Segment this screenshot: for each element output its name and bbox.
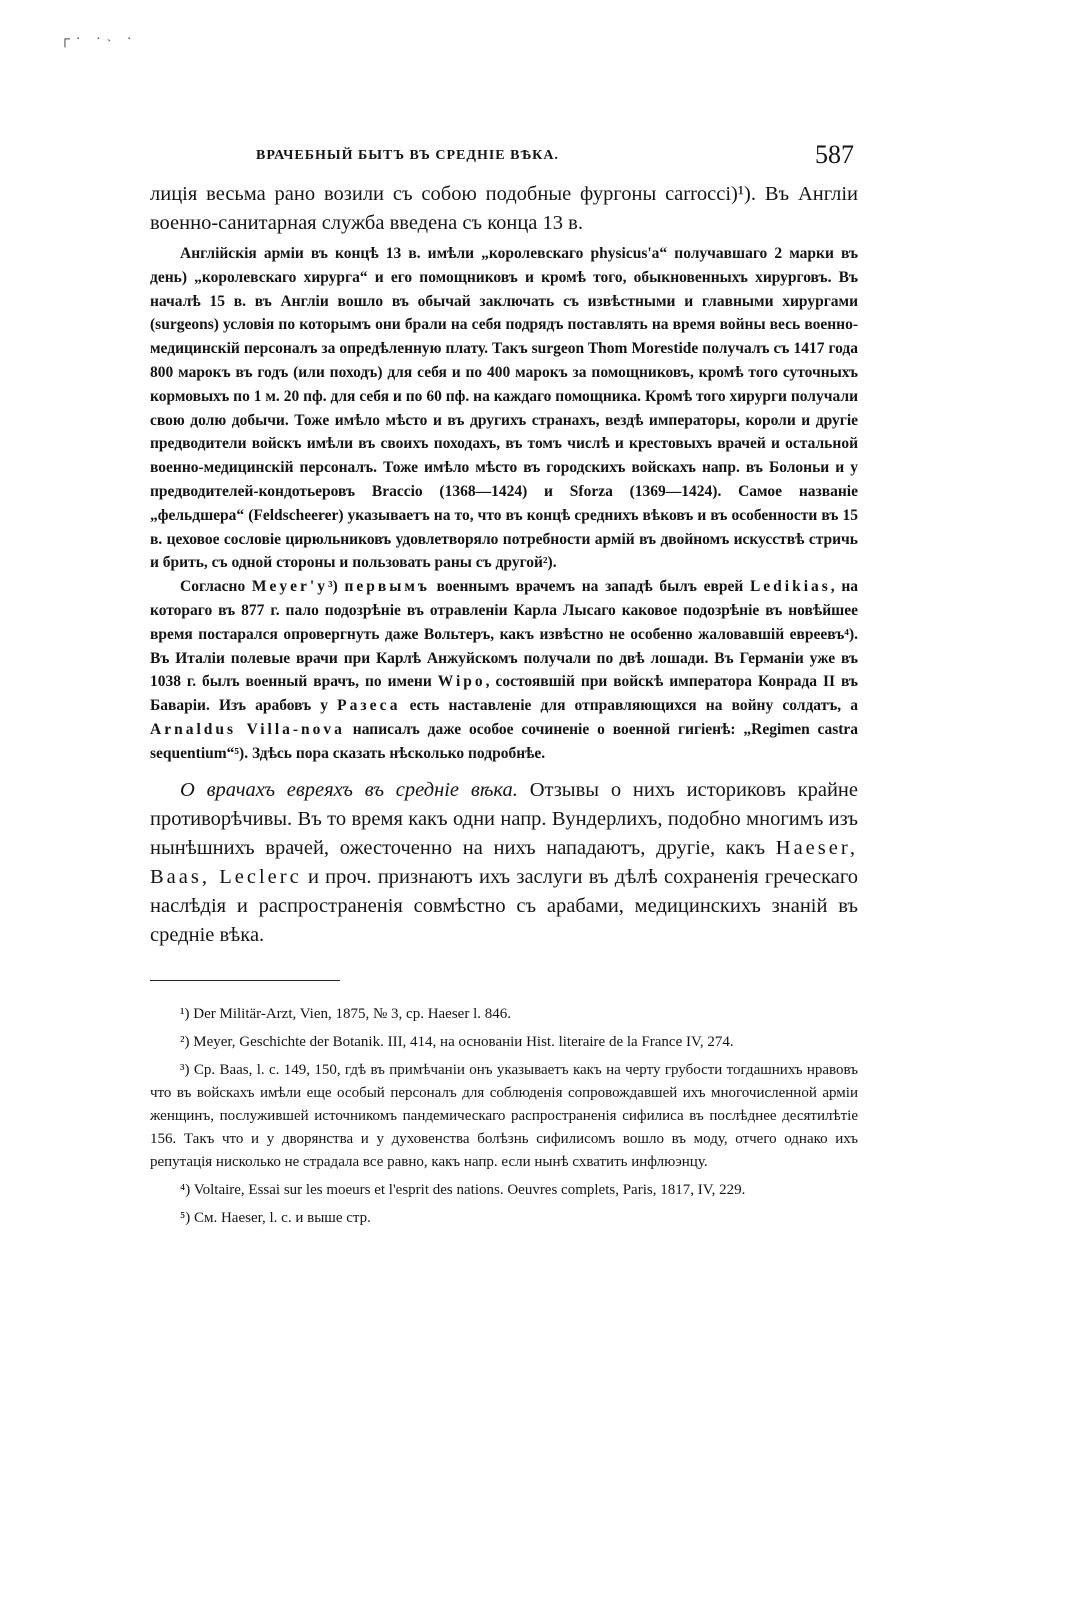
paragraph-intro: лиція весьма рано возили съ собою подобные фургоны carrocci)¹). Въ Англіи военно-санитарная служба введена съ конца 13 в. (150, 183, 858, 234)
scan-artifact: ┌· ·˴ · (60, 32, 138, 47)
page-number: 587 (815, 140, 854, 169)
text-run: и проч. признаютъ ихъ заслуги въ дѣлѣ сохраненія греческаго наслѣдія и распространенія совмѣстно съ арабами, медицинскихъ знаній въ средніе вѣка. (150, 865, 858, 946)
paragraph-jewish-physicians (150, 776, 858, 950)
footnote-1: ¹) Der Militär-Arzt, Vien, 1875, № 3, cp. Haeser l. 846. (180, 1005, 511, 1022)
footnote-rule (150, 980, 340, 981)
footnote-ref: ³) (327, 578, 338, 596)
text-run: Согласно (180, 578, 246, 596)
name-wipo: Wipo (437, 673, 486, 691)
running-title: ВРАЧЕБНЫЙ БЫТЪ ВЪ СРЕДНІЕ ВѢКА. (256, 148, 559, 163)
name-ledikias: Ledikias (749, 578, 831, 596)
footnotes (150, 1003, 858, 1230)
author-name-meyer: Meyer'y (251, 578, 328, 596)
author-names: Haeser, Baas, Leclerc (150, 836, 858, 888)
name-razes: Разеса (337, 697, 401, 715)
text-run: Отзывы о нихъ историковъ крайне противорѣчивы. Въ то время какъ одни напр. Вундерлихъ, подобно многимъ изъ нынѣшнихъ врачей, ожесточенно на нихъ нападаютъ, другіе, какъ (150, 778, 859, 859)
paragraph-meyer (150, 575, 858, 765)
footnote-5: ⁵) См. Haeser, l. c. и выше стр. (180, 1209, 371, 1226)
section-heading-italic: О врачахъ евреяхъ въ средніе вѣка. (180, 778, 518, 801)
emphasis-first: первымъ (344, 578, 430, 596)
text-run: написалъ даже особое сочиненіе о военной гигіенѣ: „Regimen castra sequentium“⁵). Здѣсь пора сказать нѣсколько подробнѣе. (150, 720, 859, 762)
text-run: военнымъ врачемъ на западѣ былъ еврей (436, 578, 744, 596)
text-run: , состоявшій при войскѣ императора Конрада II въ Баваріи. Изъ арабовъ у (150, 673, 858, 715)
book-page (150, 138, 858, 1235)
name-arnaldus: Arnaldus Villa-nova (150, 720, 345, 738)
running-head (150, 138, 858, 180)
text-run: , на котораго въ 877 г. пало подозрѣніе въ отравленіи Карла Лысаго каковое подозрѣніе въ новѣйшее время постарался опровергнуть даже Вольтеръ, какъ извѣстно не особенно жаловавшій евреевъ⁴). Въ Италіи полевые врачи при Карлѣ Анжуйскомъ получали по двѣ лошади. Въ Германіи уже въ 1038 г. былъ военный врачъ, по имени (150, 578, 859, 691)
footnote-3: ³) Cp. Baas, l. c. 149, 150, гдѣ въ примѣчаніи онъ указываетъ какъ на черту грубости тогдашнихъ нравовъ что въ войскахъ имѣли еще особый персоналъ для соблюденія сопровождавшей ихъ многочисленной арміи женщинъ, послужившей источникомъ пандемическаго распространенія сифилиса въ послѣднее десятилѣтіе 156. Такъ что и у дворянства и у духовенства болѣзнь сифилисомъ вошло въ моду, отчего однако ихъ репутація нисколько не страдала все равно, какъ напр. если нынѣ схватить инфлюэнцу. (150, 1061, 858, 1170)
text-run: есть наставленіе для отправляющихся на войну солдатъ, а (409, 697, 859, 715)
footnote-4: ⁴) Voltaire, Essai sur les moeurs et l'esprit des nations. Oeuvres complets, Paris, 1817, IV, 229. (180, 1181, 746, 1198)
paragraph-english-armies: Англійскія арміи въ концѣ 13 в. имѣли „королевскаго pһуѕісus'a“ получавшаго 2 марки въ день) „королевскаго хирурга“ и его помощниковъ и кромѣ того, обыкновенныхъ хирурговъ. Въ началѣ 15 в. въ Англіи вошло въ обычай заключать съ извѣстными и главными хирургами (surgeons) условія по которымъ они брали на себя подрядъ поставлять на время войны весь военно-медицинскій персоналъ за опредѣленную плату. Такъ surgeon Thom Morestide получалъ съ 1417 года 800 марокъ въ годъ (или походъ) для себя и по 400 марокъ за помощниковъ, кромѣ того суточныхъ кормовыхъ по 1 м. 20 пф. для себя и по 60 пф. на каждаго помощника. Кромѣ того хирурги получали свою долю добычи. Тоже имѣло мѣсто и въ другихъ странахъ, вездѣ императоры, короли и другіе предводители войскъ имѣли въ своихъ походахъ, въ томъ числѣ и крестовыхъ врачей и остальной военно-медицинскій персоналъ. Тоже имѣло мѣсто въ городскихъ войскахъ напр. въ Болоньи и у предводителей-кондотьеровъ Braccio (1368—1424) и Sforza (1369—1424). Самое названіе „фельдшера“ (Feldscheerer) указываетъ на то, что въ концѣ среднихъ вѣковъ и въ особенности въ 15 в. цеховое сословіе цирюльниковъ удовлетворяло потребности армій въ двойномъ искусствѣ стричь и брить, съ одной стороны и пользовать раны съ другой²). (150, 245, 858, 572)
footnote-2: ²) Meyer, Geschichte der Botanik. III, 414, на основаніи Hist. literaire de la France IV, 274. (180, 1033, 734, 1050)
